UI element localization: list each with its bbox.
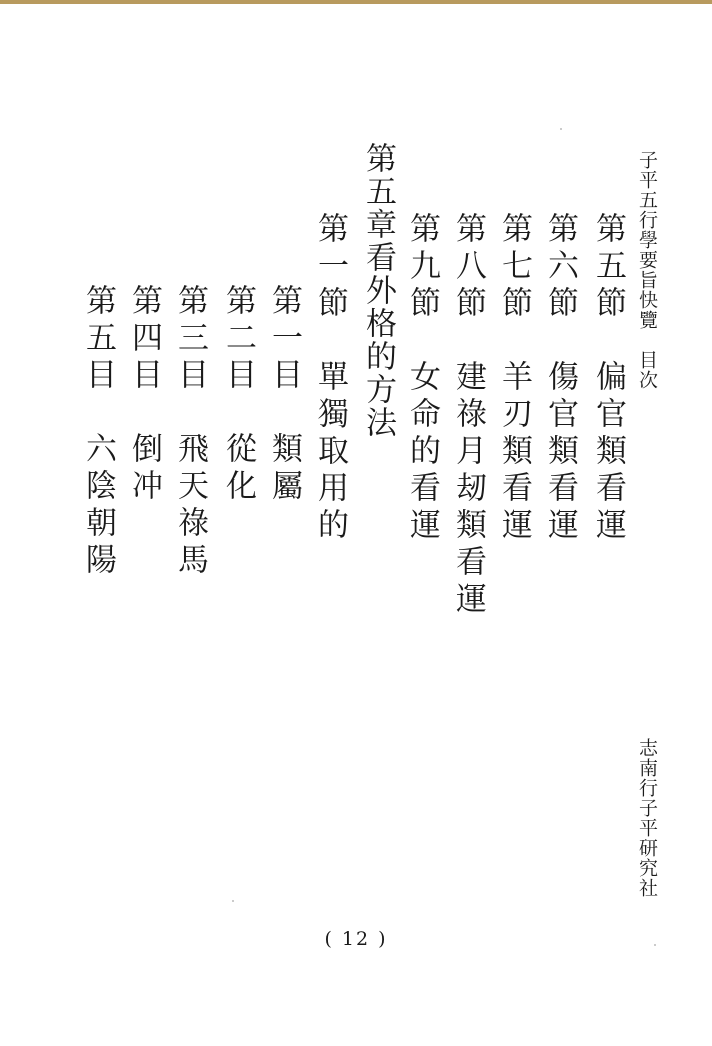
toc-entry: 第二目 從化 xyxy=(220,284,256,506)
toc-entry: 第八節 建祿月刼類看運 xyxy=(450,212,486,619)
publisher-name: 志南行子平研究社 xyxy=(636,738,658,898)
paper-speck xyxy=(654,944,656,946)
toc-entry: 第六節 傷官類看運 xyxy=(542,212,578,545)
toc-entry: 第五節 偏官類看運 xyxy=(590,212,626,545)
toc-entry: 第七節 羊刃類看運 xyxy=(496,212,532,545)
book-title: 子平五行學要旨快覽 目次 xyxy=(636,150,658,390)
paper-speck xyxy=(560,128,562,130)
toc-entry: 第四目 倒冲 xyxy=(126,284,162,506)
toc-entry: 第一目 類屬 xyxy=(266,284,302,506)
toc-entry: 第五目 六陰朝陽 xyxy=(80,284,116,580)
top-border xyxy=(0,0,712,4)
toc-entry: 第一節 單獨取用的 xyxy=(312,212,348,545)
paper-speck xyxy=(232,900,234,902)
toc-entry: 第三目 飛天祿馬 xyxy=(172,284,208,580)
chapter-heading: 第五章看外格的方法 xyxy=(360,142,396,439)
toc-entry: 第九節 女命的看運 xyxy=(404,212,440,545)
page-number: ( 12 ) xyxy=(324,928,388,950)
